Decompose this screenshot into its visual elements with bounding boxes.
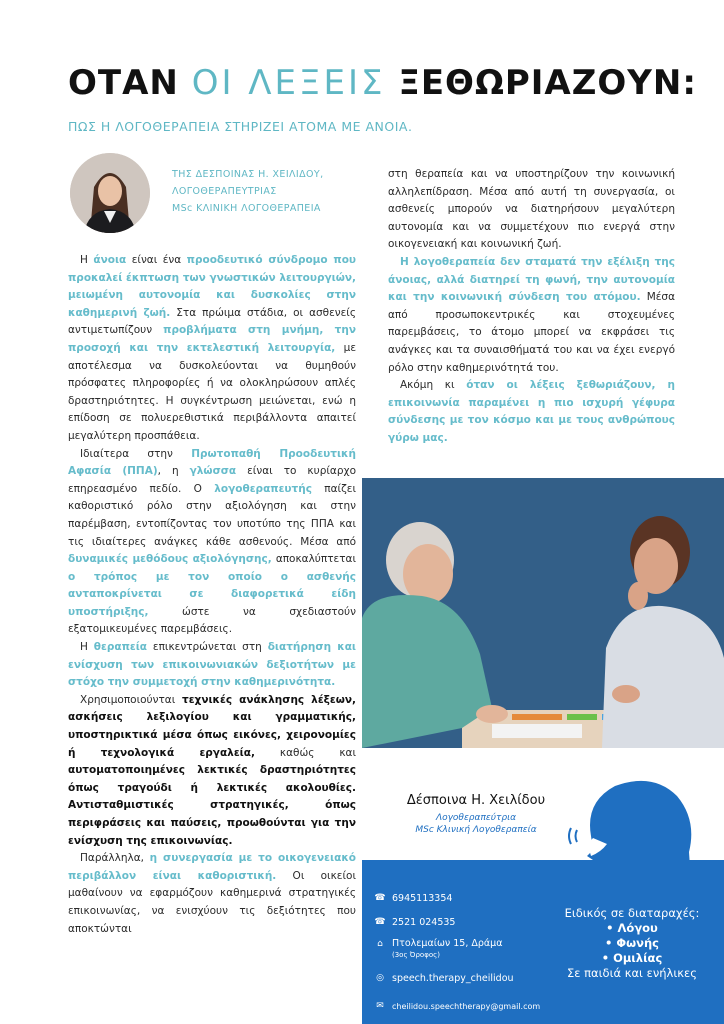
phone-icon: ☎ [374, 893, 386, 903]
title-part1: ΟΤΑΝ [68, 63, 192, 103]
card-phone-landline[interactable]: ☎ 2521 024535 [374, 916, 456, 928]
paragraph: Η θεραπεία επικεντρώνεται στη διατήρηση και ενίσχυση των επικοινωνιακών δεξιοτήτων με στόχο την συμμετοχή στην καθημερινότητα. [68, 641, 357, 689]
title-part3: ΞΕΘΩΡΙΑΖΟΥΝ: [385, 63, 697, 103]
instagram-icon: ◎ [376, 973, 384, 983]
article-subtitle: ΠΩΣ Η ΛΟΓΟΘΕΡΑΠΕΙΑ ΣΤΗΡΙΖΕΙ ΑΤΟΜΑ ΜΕ ΑΝΟΙΑ. [68, 119, 413, 134]
paragraph: Παράλληλα, η συνεργασία με το οικογενειακό περιβάλλον είναι καθοριστική. Οι οικείοι μαθαίνουν να εφαρμόζουν καθημερινά στρατηγικές επικοινωνίας, να ενισχύουν τις δεξιότητες που αποκτώνται [68, 852, 356, 935]
card-contact-panel [362, 860, 724, 1024]
phone-icon: ☎ [374, 917, 386, 927]
card-email[interactable]: ✉ cheilidou.speechtherapy@gmail.com [374, 1000, 540, 1012]
email-icon: ✉ [376, 1001, 384, 1011]
spec-item: • Φωνής [605, 936, 659, 950]
author-degree: MSc ΚΛΙΝΙΚΗ ΛΟΓΟΘΕΡΑΠΕΙΑ [172, 203, 321, 214]
location-icon: ⌂ [377, 939, 383, 949]
spec-item: • Ομιλίας [601, 951, 663, 965]
title-part2: ΟΙ ΛΕΞΕΙΣ [191, 63, 386, 103]
card-role-degree: MSc Κλινική Λογοθεραπεία [415, 825, 537, 835]
card-role-title: Λογοθεραπεύτρια [435, 813, 517, 823]
article-column-2 [388, 166, 675, 448]
card-address: ⌂ Πτολεμαίων 15, Δράμα (3ος Όροφος) [374, 938, 502, 961]
paragraph: Η λογοθεραπεία δεν σταματά την εξέλιξη της άνοιας, αλλά διατηρεί τη φωνή, την αυτονομία και την κοινωνική σύνδεση του ατόμου. Μέσα από προσωποκεντρικές και στοχευμένες παρεμβάσεις, το άτομο μπορεί να εκφράσει τις ανάγκες και τα συναισθήματά του και να έχει ενεργό ρόλο στην καθημερινότητά του. [388, 255, 676, 374]
spec-title: Ειδικός σε διαταραχές: [564, 906, 700, 920]
author-photo [70, 153, 150, 233]
paragraph: Η άνοια είναι ένα προοδευτικό σύνδρομο που προκαλεί έκπτωση των γνωστικών λειτουργιών, μειωμένη αυτονομία και δυσκολίες στην καθημερινή ζωή. Στα πρώιμα στάδια, οι ασθενείς αντιμετωπίζουν προβλήματα στη μνήμη, την προσοχή και την εκτελεστική λειτουργία, με αποτέλεσμα να δυσκολεύονται να θυμηθούν πρόσφατες πληροφορίες ή να ολοκληρώσουν απλές δραστηριότητες. Η συγκέντρωση μειώνεται, ενώ η επίδοση σε πολυερεθιστικά περιβάλλοντα απαιτεί μεγαλύτερη προσπάθεια. [68, 254, 357, 442]
card-role [376, 812, 576, 836]
card-instagram[interactable]: ◎ speech.therapy_cheilidou [374, 972, 514, 984]
author-name: ΤΗΣ ΔΕΣΠΟΙΝΑΣ Η. ΧΕΙΛΙΔΟΥ, [172, 169, 324, 180]
spec-footer: Σε παιδιά και ενήλικες [567, 966, 697, 980]
card-name: Δέσποινα Η. Χειλίδου [406, 793, 546, 808]
paragraph: Ιδιαίτερα στην Πρωτοπαθή Προοδευτική Αφασία (ΠΠΑ), η γλώσσα είναι το κυρίαρχο επηρεασμένο πεδίο. Ο λογοθεραπευτής παίζει καθοριστικό ρόλο στην αξιολόγηση και στην παρέμβαση, εντοπίζοντας τον υποτύπο της ΠΠΑ και τις ιδιαίτερες ανάγκες κάθε ασθενούς. Μέσα από δυναμικές μεθόδους αξιολόγησης, αποκαλύπτεται ο τρόπος με τον οποίο ο ασθενής ανταποκρίνεται σε διαφορετικά είδη υποστήριξης, ώστε να σχεδιαστούν εξατομικευμένες παρεμβάσεις. [68, 447, 357, 636]
card-phone-mobile[interactable]: ☎ 6945113354 [374, 892, 453, 904]
spec-item: • Λόγου [606, 921, 658, 935]
paragraph: στη θεραπεία και να υποστηρίζουν την κοινωνική αλληλεπίδραση. Μέσα από αυτή τη συνεργασία, οι ασθενείς μπορούν να διατηρήσουν μεγαλύτερη αυτονομία και να συμμετέχουν πιο ενεργά στην οικογενειακή και κοινωνική ζωή. [388, 168, 675, 251]
paragraph: Ακόμη κι όταν οι λέξεις ξεθωριάζουν, η επικοινωνία παραμένει η πιο ισχυρή γέφυρα σύνδεσης με τον κόσμο και με τους ανθρώπους γύρω μας. [388, 379, 675, 444]
article-title [68, 63, 697, 103]
paragraph: Χρησιμοποιούνται τεχνικές ανάκλησης λέξεων, ασκήσεις λεξιλογίου και γραμματικής, υποστηρικτικά μέσα όπως εικόνες, χειρονομίες ή τεχνολογικά εργαλεία, καθώς και αυτοματοποιημένες λεκτικές δραστηριότητες όπως τραγούδι ή λεκτικές ακολουθίες. Αντισταθμιστικές στρατηγικές, όπως περιφράσεις και παύσεις, προωθούνται για την ενίσχυση της επικοινωνίας. [68, 693, 356, 847]
therapy-session-photo [362, 478, 724, 748]
article-column-1 [68, 252, 356, 938]
author-role: ΛΟΓΟΘΕΡΑΠΕΥΤΡΙΑΣ [172, 186, 277, 197]
card-specialties [552, 906, 712, 981]
author-byline [172, 166, 324, 217]
business-card [362, 748, 724, 1024]
